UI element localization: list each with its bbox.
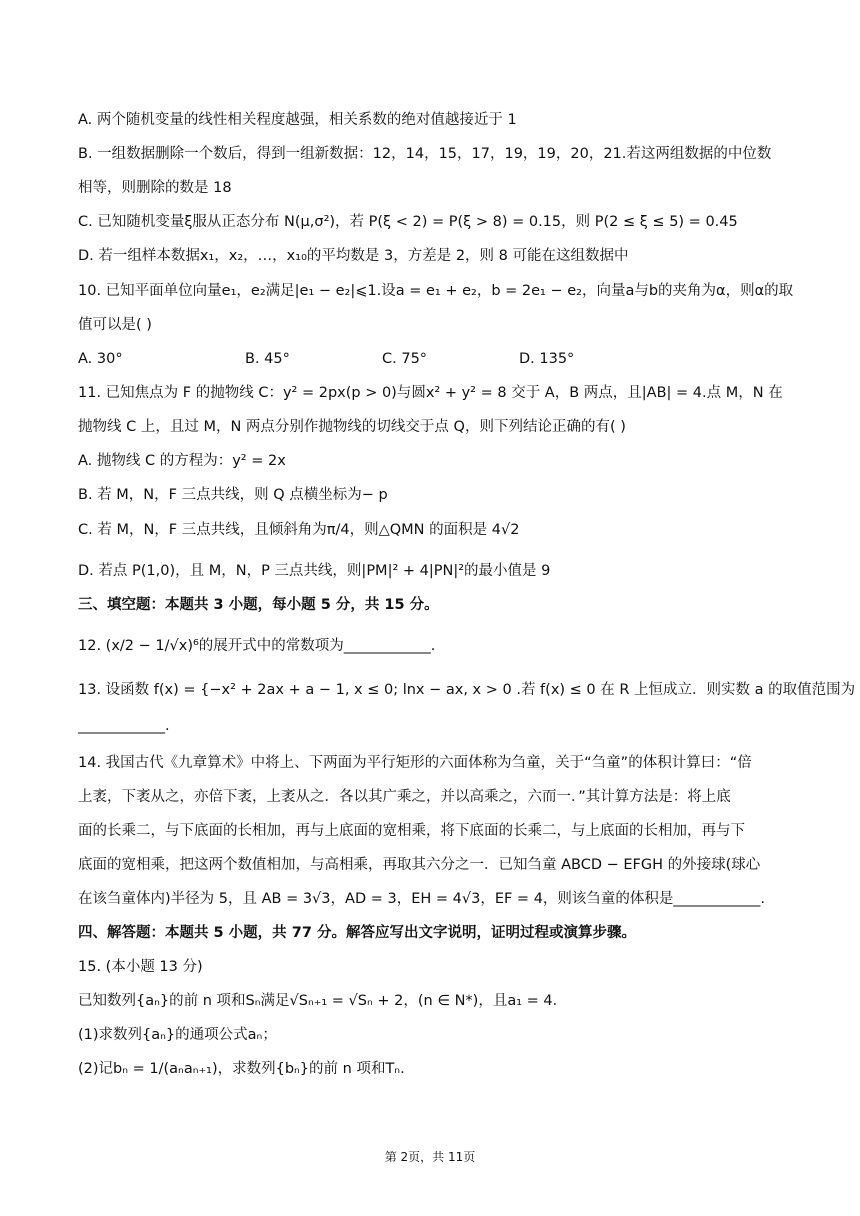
q10-stem-line1: 10. 已知平面单位向量e₁，e₂满足|e₁ − e₂|⩽1.设a = e₁ + e₂，b = 2e₁ − e₂，向量a与b的夹角为α，则α的取 — [78, 283, 794, 299]
q15-part2: (2)记bₙ = 1/(aₙaₙ₊₁)，求数列{bₙ}的前 n 项和Tₙ. — [78, 1061, 405, 1077]
q11-option-c: C. 若 M，N，F 三点共线，且倾斜角为π/4，则△QMN 的面积是 4√2 — [78, 522, 520, 538]
q9-option-b-line1: B. 一组数据删除一个数后，得到一组新数据：12，14，15，17，19，19，20，21.若这两组数据的中位数 — [78, 146, 772, 162]
q9-option-d: D. 若一组样本数据x₁，x₂，…，x₁₀的平均数是 3，方差是 2，则 8 可能在这组数据中 — [78, 248, 629, 264]
q15-stem: 已知数列{aₙ}的前 n 项和Sₙ满足√Sₙ₊₁ = √Sₙ + 2，(n ∈ N*)，且a₁ = 4． — [78, 993, 568, 1009]
section-3-heading: 三、填空题：本题共 3 小题，每小题 5 分，共 15 分。 — [78, 597, 439, 613]
q15-part1: (1)求数列{aₙ}的通项公式aₙ； — [78, 1027, 277, 1043]
q14-line3: 面的长乘二，与下底面的长相加，再与上底面的宽相乘，将下底面的长乘二，与上底面的长相加，再与下 — [78, 823, 745, 839]
q9-option-b-line2: 相等，则删除的数是 18 — [78, 180, 232, 196]
q14-line1: 14. 我国古代《九章算术》中将上、下两面为平行矩形的六面体称为刍童，关于“刍童”的体积计算曰：“倍 — [78, 755, 752, 771]
q14-line2: 上袤，下袤从之，亦倍下袤，上袤从之．各以其广乘之，并以高乘之，六而一．”其计算方法是：将上底 — [78, 789, 731, 805]
q10-option-c: C. 75° — [382, 351, 428, 367]
q13-line2: ____________. — [78, 718, 170, 734]
q11-option-a: A. 抛物线 C 的方程为：y² = 2x — [78, 453, 286, 469]
q14-line5: 在该刍童体内)半径为 5，且 AB = 3√3，AD = 3，EH = 4√3，EF = 4，则该刍童的体积是____________. — [78, 891, 766, 907]
q9-option-a: A. 两个随机变量的线性相关程度越强，相关系数的绝对值越接近于 1 — [78, 112, 517, 128]
q11-stem-line1: 11. 已知焦点为 F 的抛物线 C：y² = 2px(p > 0)与圆x² + y² = 8 交于 A，B 两点，且|AB| = 4.点 M，N 在 — [78, 385, 783, 401]
q11-option-b: B. 若 M，N，F 三点共线，则 Q 点横坐标为− p — [78, 487, 388, 503]
q13-line1: 13. 设函数 f(x) = {−x² + 2ax + a − 1, x ≤ 0; lnx − ax, x > 0 .若 f(x) ≤ 0 在 R 上恒成立．则实数 a 的取值范围为 — [78, 682, 856, 698]
section-4-heading: 四、解答题：本题共 5 小题，共 77 分。解答应写出文字说明，证明过程或演算步骤。 — [78, 925, 636, 941]
q14-line4: 底面的宽相乘，把这两个数值相加，与高相乘，再取其六分之一．已知刍童 ABCD − EFGH 的外接球(球心 — [78, 857, 761, 873]
q10-stem-line2: 值可以是( ) — [78, 317, 152, 333]
q9-option-c: C. 已知随机变量ξ服从正态分布 N(μ,σ²)，若 P(ξ < 2) = P(ξ > 8) = 0.15，则 P(2 ≤ ξ ≤ 5) = 0.45 — [78, 214, 738, 230]
q12-text: 12. (x/2 − 1/√x)⁶的展开式中的常数项为____________. — [78, 638, 436, 654]
q15-heading: 15. (本小题 13 分) — [78, 959, 203, 975]
q10-option-a: A. 30° — [78, 351, 123, 367]
q11-option-d: D. 若点 P(1,0)，且 M，N，P 三点共线，则|PM|² + 4|PN|²的最小值是 9 — [78, 563, 551, 579]
q10-option-b: B. 45° — [245, 351, 290, 367]
q11-stem-line2: 抛物线 C 上，且过 M，N 两点分别作抛物线的切线交于点 Q，则下列结论正确的有( ) — [78, 419, 626, 435]
page-footer: 第 2页，共 11页 — [384, 1150, 476, 1164]
q10-option-d: D. 135° — [519, 351, 575, 367]
